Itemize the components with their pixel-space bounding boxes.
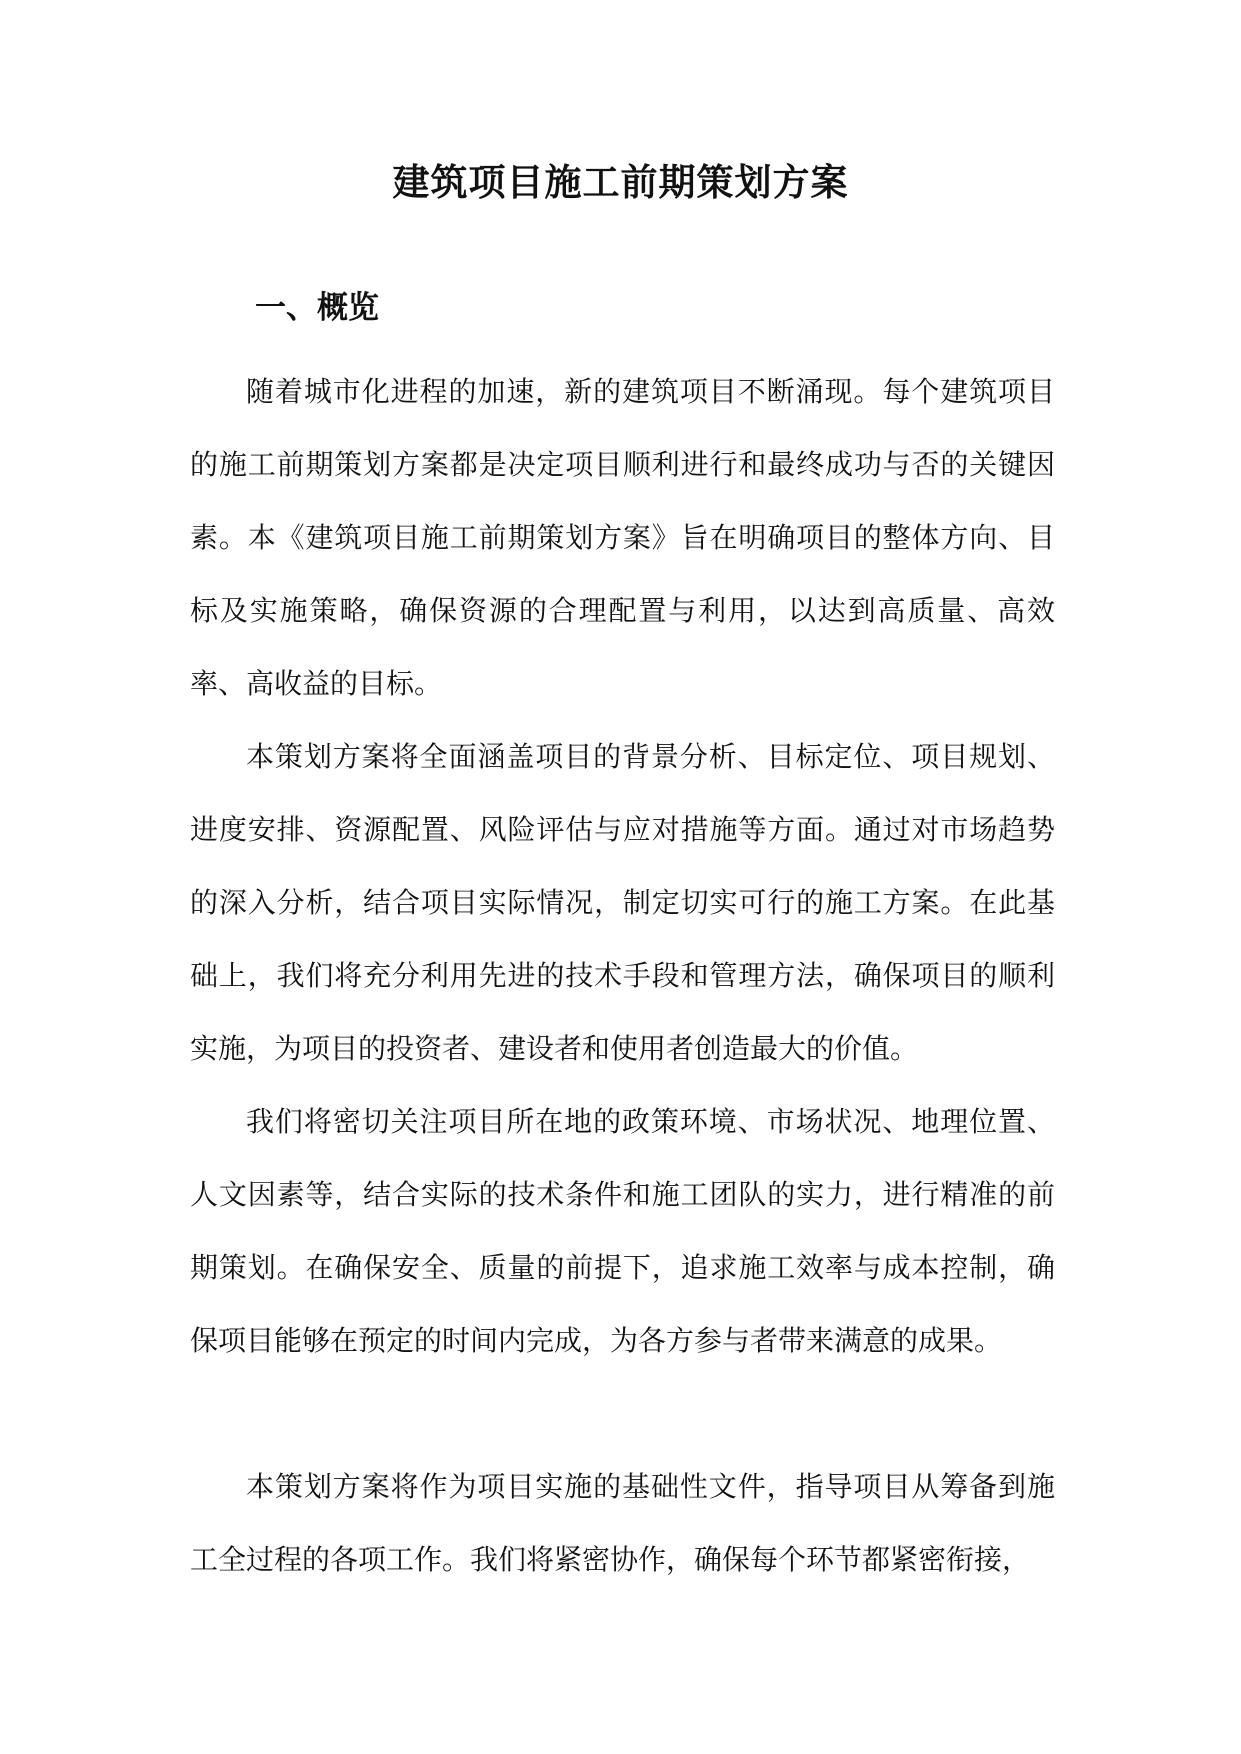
document-title: 建筑项目施工前期策划方案	[392, 160, 849, 204]
body-paragraph: 本策划方案将作为项目实施的基础性文件，指导项目从筹备到施工全过程的各项工作。我们将紧密协作，确保每个环节都紧密衔接，	[190, 1470, 1055, 1576]
body-paragraph: 本策划方案将全面涵盖项目的背景分析、目标定位、项目规划、进度安排、资源配置、风险评估与应对措施等方面。通过对市场趋势的深入分析，结合项目实际情况，制定切实可行的施工方案。在此基础上，我们将充分利用先进的技术手段和管理方法，确保项目的顺利实施，为项目的投资者、建设者和使用者创造最大的价值。	[190, 740, 1055, 1065]
section-heading-overview: 一、概览	[255, 290, 379, 326]
body-paragraph: 随着城市化进程的加速，新的建筑项目不断涌现。每个建筑项目的施工前期策划方案都是决定项目顺利进行和最终成功与否的关键因素。本《建筑项目施工前期策划方案》旨在明确项目的整体方向、目标及实施策略，确保资源的合理配置与利用，以达到高质量、高效率、高收益的目标。	[190, 375, 1055, 700]
body-paragraph: 我们将密切关注项目所在地的政策环境、市场状况、地理位置、人文因素等，结合实际的技术条件和施工团队的实力，进行精准的前期策划。在确保安全、质量的前提下，追求施工效率与成本控制，确保项目能够在预定的时间内完成，为各方参与者带来满意的成果。	[190, 1105, 1055, 1357]
